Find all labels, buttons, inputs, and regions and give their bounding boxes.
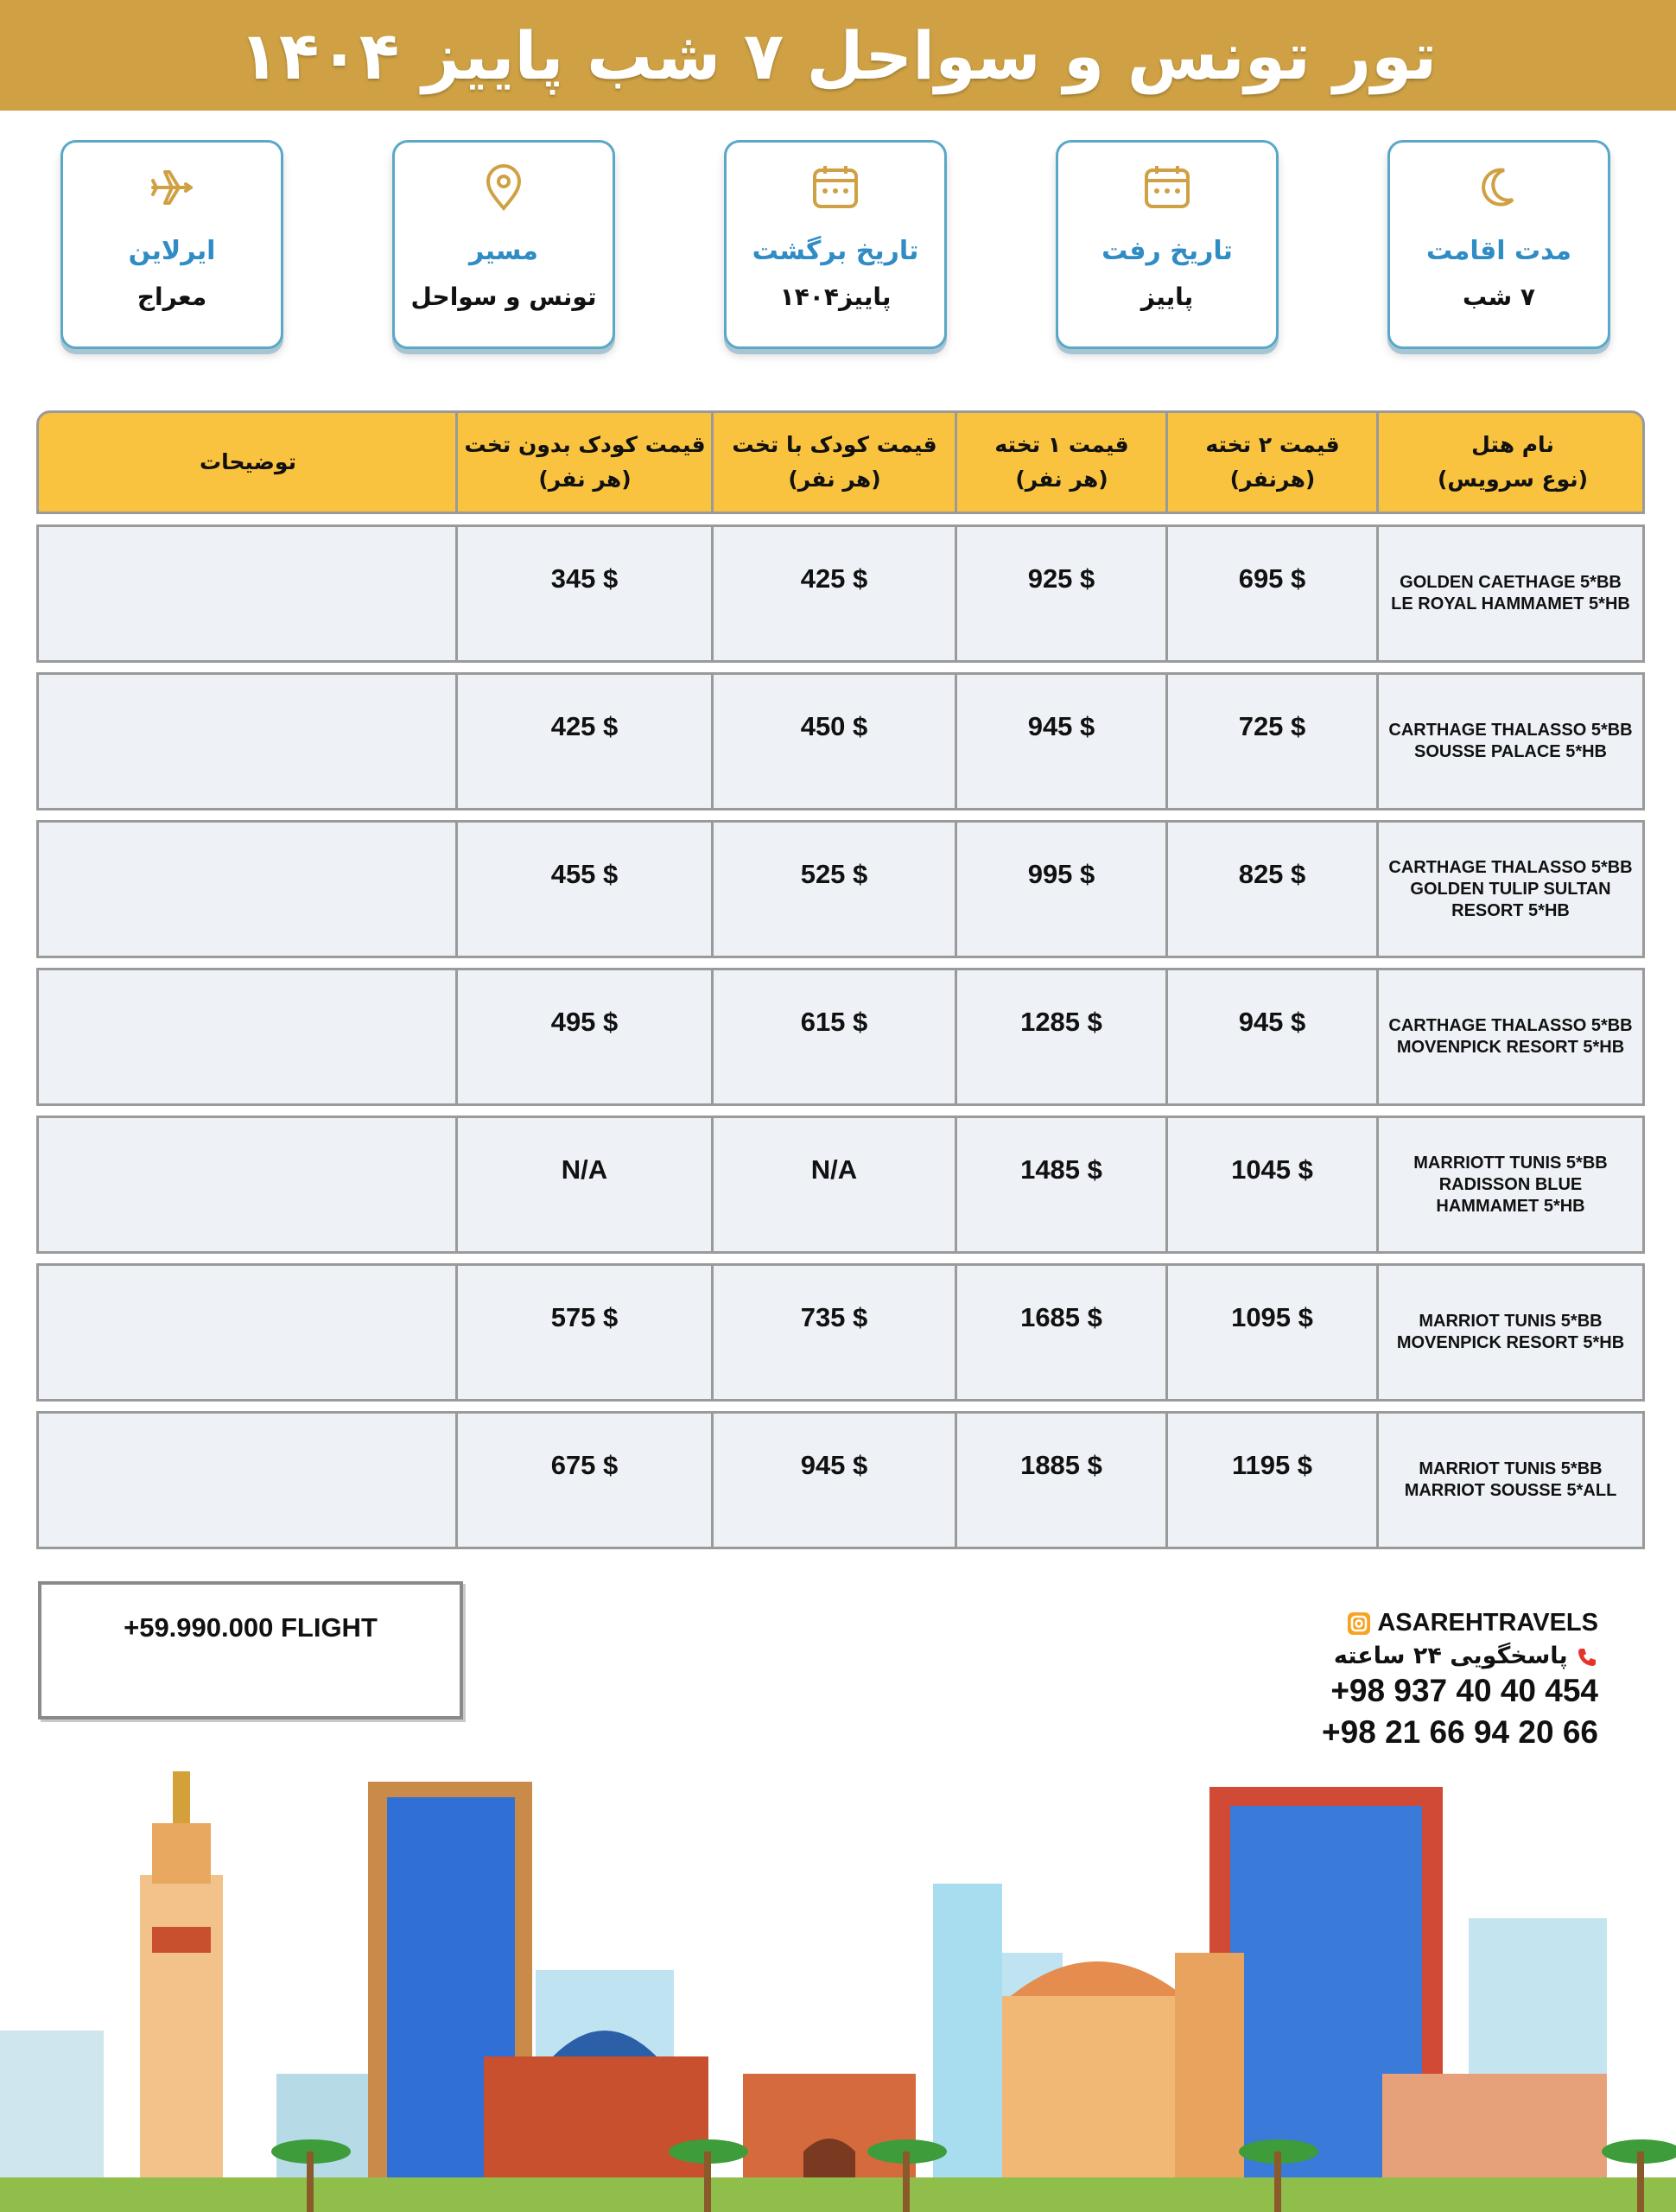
hotel-cell	[1379, 675, 1642, 808]
phone-mobile[interactable]: +98 937 40 40 454	[1330, 1673, 1598, 1708]
hotel-cell	[1379, 527, 1642, 660]
price-child-bed: 450 $	[800, 711, 868, 741]
info-card-return	[724, 140, 947, 349]
hotel-name: GOLDEN TULIP SULTAN	[1410, 879, 1611, 899]
notes-cell	[39, 527, 455, 660]
contact-block	[1279, 1609, 1598, 1752]
card-value: پاییز۱۴۰۴	[779, 283, 892, 311]
table-row	[36, 968, 1645, 1106]
info-card-departure	[1056, 140, 1279, 349]
price-double: 1095 $	[1231, 1302, 1313, 1332]
notes-cell	[39, 1266, 455, 1399]
card-value: تونس و سواحل	[410, 283, 597, 311]
header-hotel-line1: نام هتل	[1471, 432, 1554, 457]
info-card-route	[392, 140, 615, 349]
card-label: ایرلاین	[128, 236, 216, 266]
header-single-line2: (هر نفر)	[1015, 467, 1108, 492]
card-label: مدت اقامت	[1425, 236, 1572, 266]
hotel-name: LE ROYAL HAMMAMET 5*HB	[1391, 594, 1630, 613]
price-child-nobed: 455 $	[550, 859, 619, 889]
price-single: 1285 $	[1020, 1007, 1102, 1037]
card-value: ۷ شب	[1462, 283, 1536, 311]
header-child-bed	[713, 413, 956, 512]
price-child-nobed: 345 $	[550, 563, 619, 594]
hotel-name: MARRIOTT TUNIS 5*BB	[1413, 1153, 1608, 1173]
price-single: 945 $	[1027, 711, 1095, 741]
calendar-icon	[1141, 162, 1193, 213]
header-child-nobed	[457, 413, 713, 512]
table-row	[36, 1116, 1645, 1254]
hotel-name: MOVENPICK RESORT 5*HB	[1396, 1333, 1625, 1352]
table-row	[36, 820, 1645, 958]
hotel-cell	[1379, 1266, 1642, 1399]
flight-price: +59.990.000 FLIGHT	[124, 1612, 378, 1643]
header-double	[1167, 413, 1378, 512]
moon-icon	[1473, 162, 1525, 213]
price-child-bed: 615 $	[800, 1007, 868, 1037]
notes-cell	[39, 1118, 455, 1251]
price-single: 925 $	[1027, 563, 1095, 594]
hotel-name: MARRIOT TUNIS 5*BB	[1419, 1459, 1603, 1478]
table-header	[36, 410, 1645, 514]
header-notes-line1: توضیحات	[200, 449, 296, 474]
notes-cell	[39, 823, 455, 956]
price-child-nobed: N/A	[561, 1154, 608, 1185]
hotel-name: CARTHAGE THALASSO 5*BB	[1388, 1016, 1633, 1035]
price-child-nobed: 575 $	[550, 1302, 619, 1332]
hotel-name: MARRIOT SOUSSE 5*ALL	[1404, 1481, 1617, 1500]
hotel-name: SOUSSE PALACE 5*HB	[1413, 742, 1607, 761]
card-label: مسیر	[468, 236, 538, 266]
brand-name: ASAREHTRAVELS	[1377, 1609, 1598, 1637]
price-child-bed: 425 $	[800, 563, 868, 594]
header-hotel-line2: (نوع سرویس)	[1437, 467, 1589, 492]
price-single: 1685 $	[1020, 1302, 1102, 1332]
hotel-name: MARRIOT TUNIS 5*BB	[1419, 1312, 1603, 1331]
brand	[1279, 1609, 1598, 1637]
flight-price-box	[38, 1581, 463, 1719]
phone-office[interactable]: +98 21 66 94 20 66	[1322, 1714, 1598, 1750]
notes-cell	[39, 970, 455, 1103]
price-double: 945 $	[1238, 1007, 1306, 1037]
hotel-name: GOLDEN CAETHAGE 5*BB	[1400, 573, 1622, 592]
price-double: 1195 $	[1231, 1450, 1313, 1480]
city-skyline-illustration	[0, 1745, 1676, 2212]
hotel-cell	[1379, 823, 1642, 956]
card-value: پاییز	[1140, 283, 1194, 311]
hotel-name: RESORT 5*HB	[1451, 900, 1570, 920]
price-double: 825 $	[1238, 859, 1306, 889]
card-value: معراج	[136, 283, 207, 311]
info-card-duration	[1387, 140, 1610, 349]
header-single-line1: قیمت ۱ تخته	[994, 432, 1129, 457]
price-double: 1045 $	[1231, 1154, 1313, 1185]
table-row	[36, 672, 1645, 810]
price-child-nobed: 675 $	[550, 1450, 619, 1480]
header-child-bed-line1: قیمت کودک با تخت	[732, 432, 937, 457]
page-title: تور تونس و سواحل ۷ شب پاییز ۱۴۰۴	[238, 16, 1438, 94]
hotel-name: MOVENPICK RESORT 5*HB	[1396, 1038, 1625, 1057]
table-row	[36, 524, 1645, 663]
info-card-airline	[60, 140, 283, 349]
header-double-line1: قیمت ۲ تخته	[1205, 432, 1340, 457]
notes-cell	[39, 1414, 455, 1547]
hotel-cell	[1379, 970, 1642, 1103]
hotel-cell	[1379, 1118, 1642, 1251]
notes-cell	[39, 675, 455, 808]
support-line	[1279, 1643, 1598, 1669]
airplane-icon	[146, 162, 198, 213]
price-child-bed: 525 $	[800, 859, 868, 889]
header-child-nobed-line2: (هر نفر)	[538, 467, 632, 492]
phone-icon	[1576, 1646, 1598, 1669]
price-child-bed: 945 $	[800, 1450, 868, 1480]
price-child-bed: N/A	[810, 1154, 858, 1185]
card-label: تاریخ برگشت	[752, 236, 919, 266]
table-row	[36, 1263, 1645, 1402]
instagram-icon	[1346, 1611, 1372, 1637]
header-single	[956, 413, 1167, 512]
price-child-nobed: 495 $	[550, 1007, 619, 1037]
header-double-line2: (هرنفر)	[1229, 467, 1316, 492]
table-row	[36, 1411, 1645, 1549]
price-single: 995 $	[1027, 859, 1095, 889]
header-child-nobed-line1: قیمت کودک بدون تخت	[464, 432, 706, 457]
hotel-cell	[1379, 1414, 1642, 1547]
header-notes	[39, 413, 457, 512]
hotel-name: CARTHAGE THALASSO 5*BB	[1388, 721, 1633, 740]
hotel-name: HAMMAMET 5*HB	[1436, 1196, 1585, 1216]
header-child-bed-line2: (هر نفر)	[788, 467, 881, 492]
support-text: پاسخگویی ۲۴ ساعته	[1333, 1643, 1568, 1669]
price-double: 695 $	[1238, 563, 1306, 594]
title-bar	[0, 0, 1676, 111]
card-label: تاریخ رفت	[1101, 236, 1233, 266]
header-hotel	[1378, 413, 1647, 512]
price-single: 1485 $	[1020, 1154, 1102, 1185]
price-double: 725 $	[1238, 711, 1306, 741]
hotel-name: CARTHAGE THALASSO 5*BB	[1388, 857, 1633, 877]
price-child-nobed: 425 $	[550, 711, 619, 741]
price-single: 1885 $	[1020, 1450, 1102, 1480]
calendar-icon	[809, 162, 861, 213]
location-pin-icon	[478, 162, 530, 213]
hotel-name: RADISSON BLUE	[1438, 1174, 1583, 1194]
price-child-bed: 735 $	[800, 1302, 868, 1332]
